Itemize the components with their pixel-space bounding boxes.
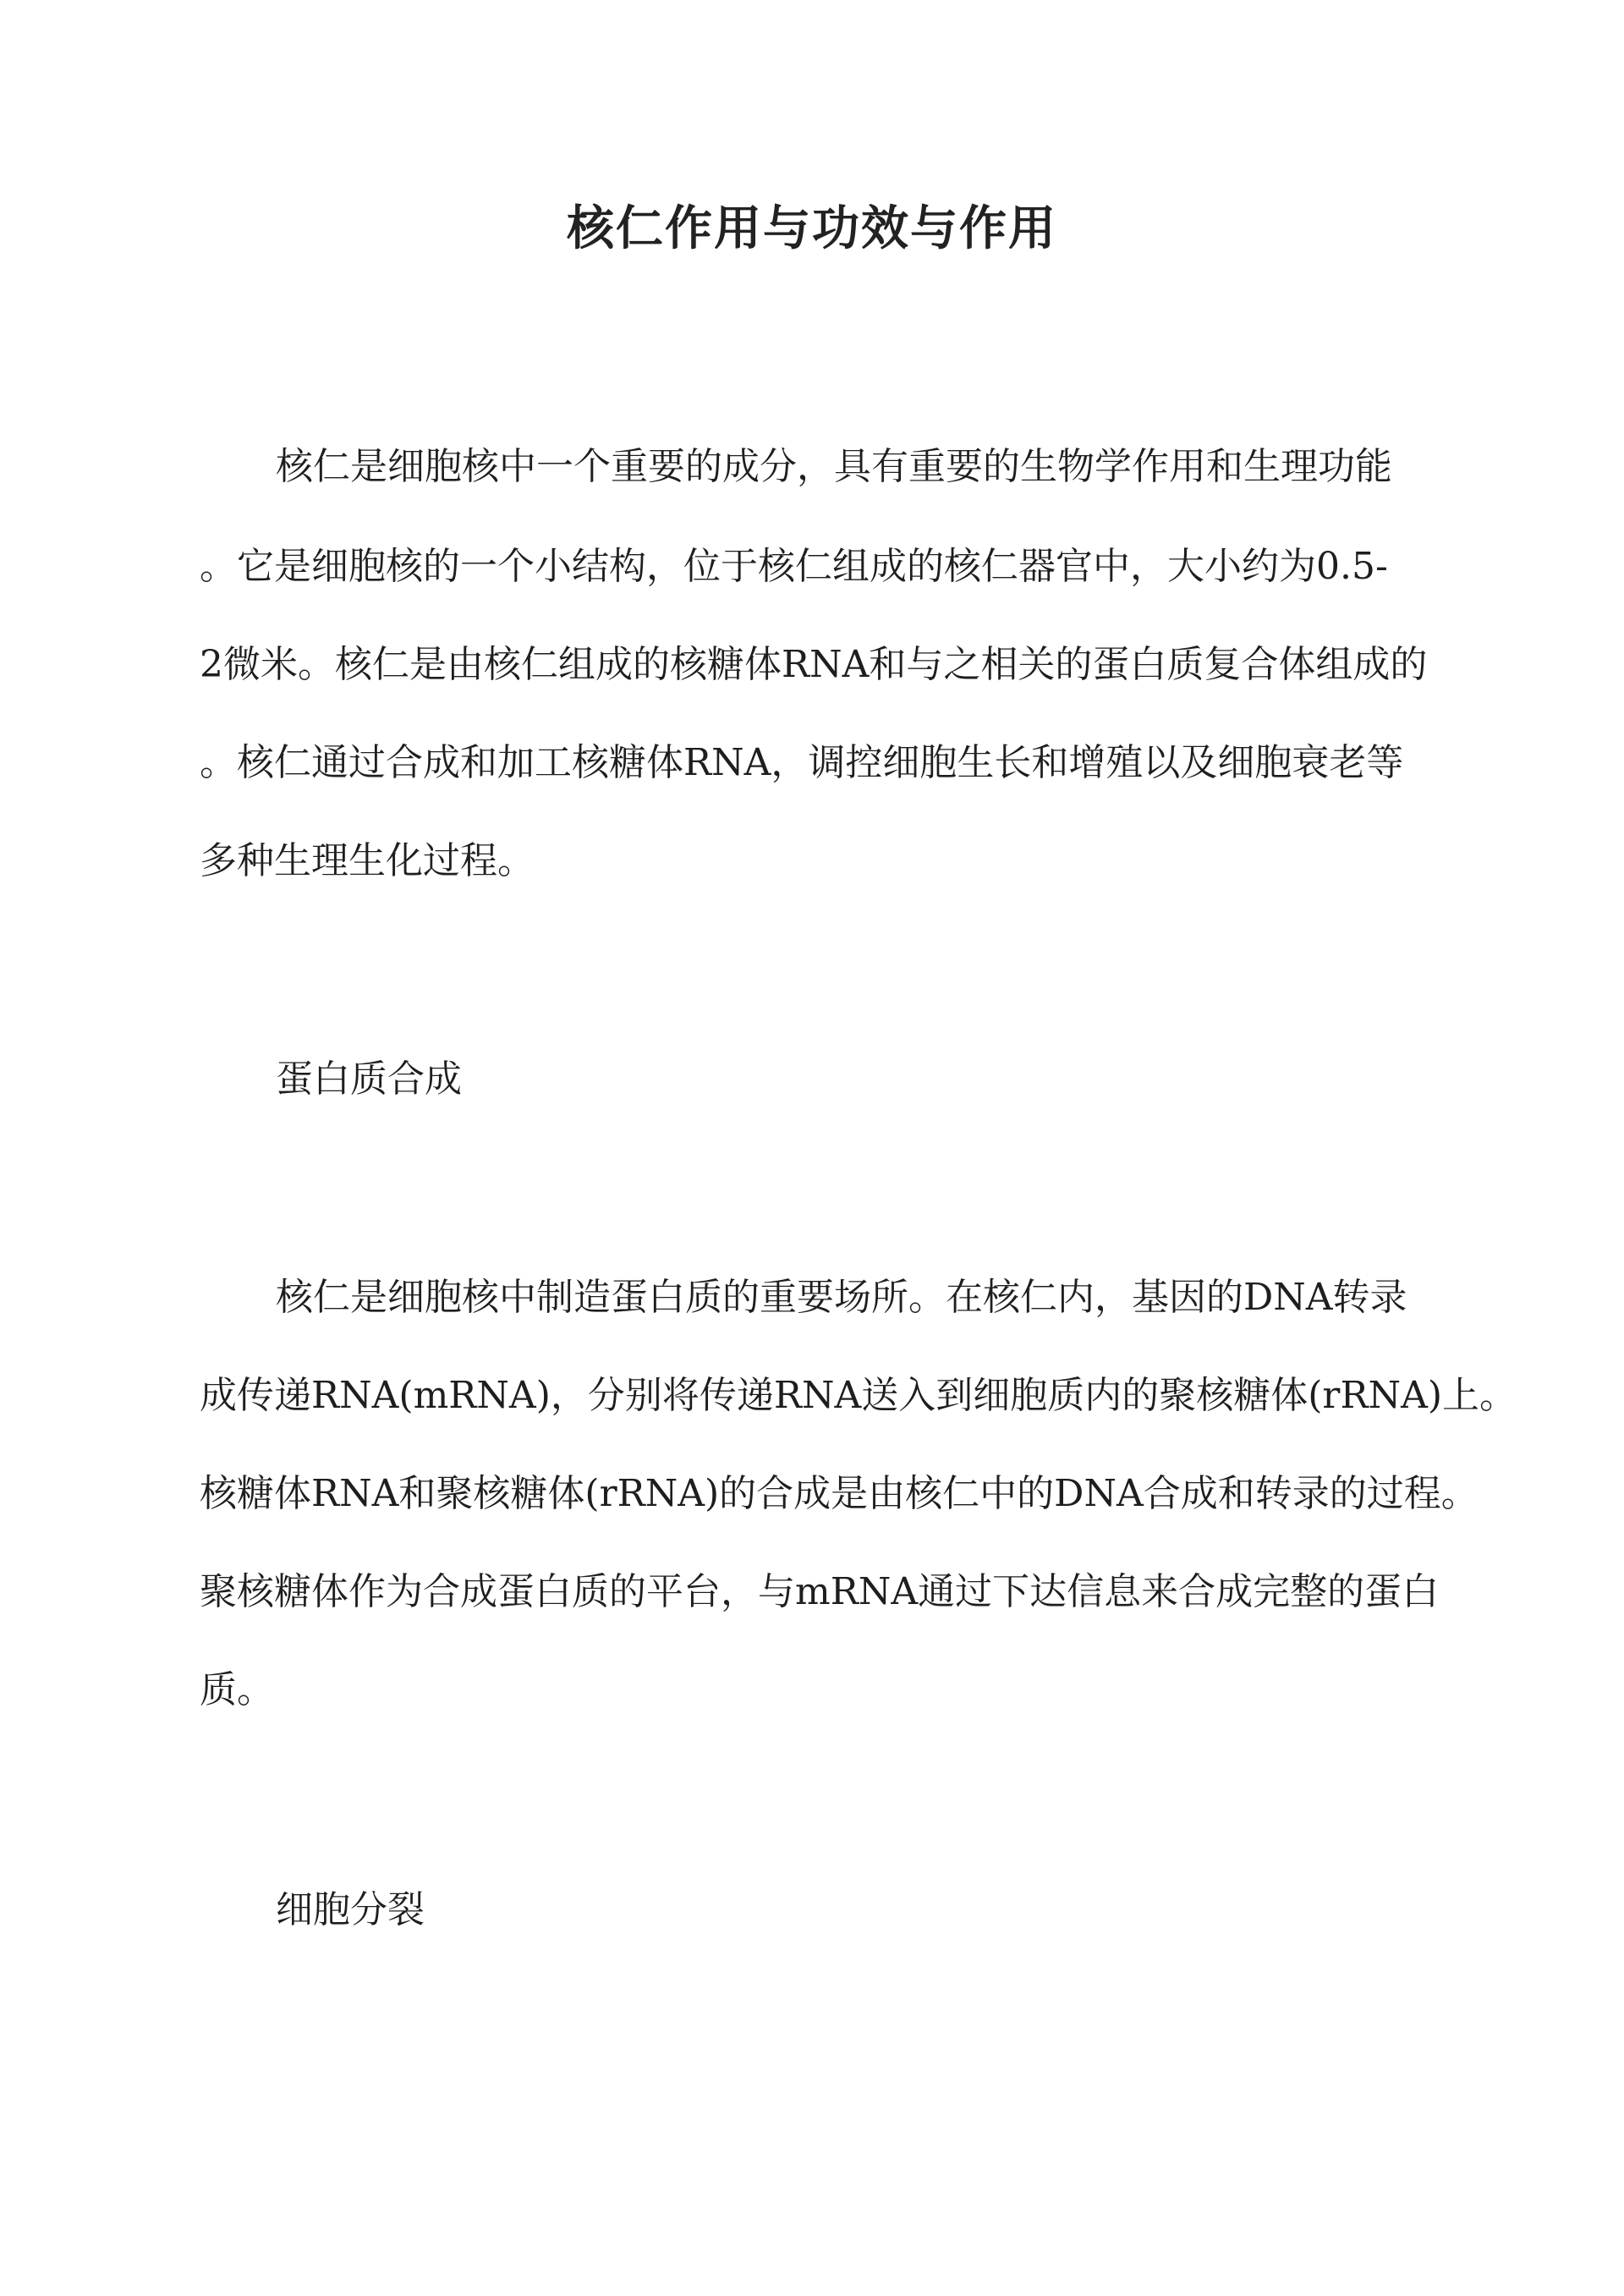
section-heading: 蛋白质合成 [276,1057,462,1101]
document-title: 核仁作用与功效与作用 [567,200,1057,256]
paragraph-line: 核仁是细胞核中制造蛋白质的重要场所。在核仁内，基因的DNA转录 [276,1276,1407,1319]
paragraph-line: 核仁是细胞核中一个重要的成分，具有重要的生物学作用和生理功能 [276,445,1392,488]
paragraph-line: 成传递RNA(mRNA)，分别将传递RNA送入到细胞质内的聚核糖体(rRNA)上。 [200,1374,1517,1417]
paragraph-line: 。核仁通过合成和加工核糖体RNA，调控细胞生长和增殖以及细胞衰老等 [200,741,1404,784]
paragraph-line: 2微米。核仁是由核仁组成的核糖体RNA和与之相关的蛋白质复合体组成的 [200,643,1428,686]
section-heading: 细胞分裂 [276,1888,425,1931]
paragraph-line: 聚核糖体作为合成蛋白质的平台，与mRNA通过下达信息来合成完整的蛋白 [200,1570,1440,1613]
paragraph-line: 。它是细胞核的一个小结构，位于核仁组成的核仁器官中，大小约为0.5- [200,545,1388,588]
paragraph-line: 核糖体RNA和聚核糖体(rRNA)的合成是由核仁中的DNA合成和转录的过程。 [200,1472,1479,1515]
paragraph-line: 质。 [200,1668,274,1711]
paragraph-line: 多种生理生化过程。 [200,839,535,882]
